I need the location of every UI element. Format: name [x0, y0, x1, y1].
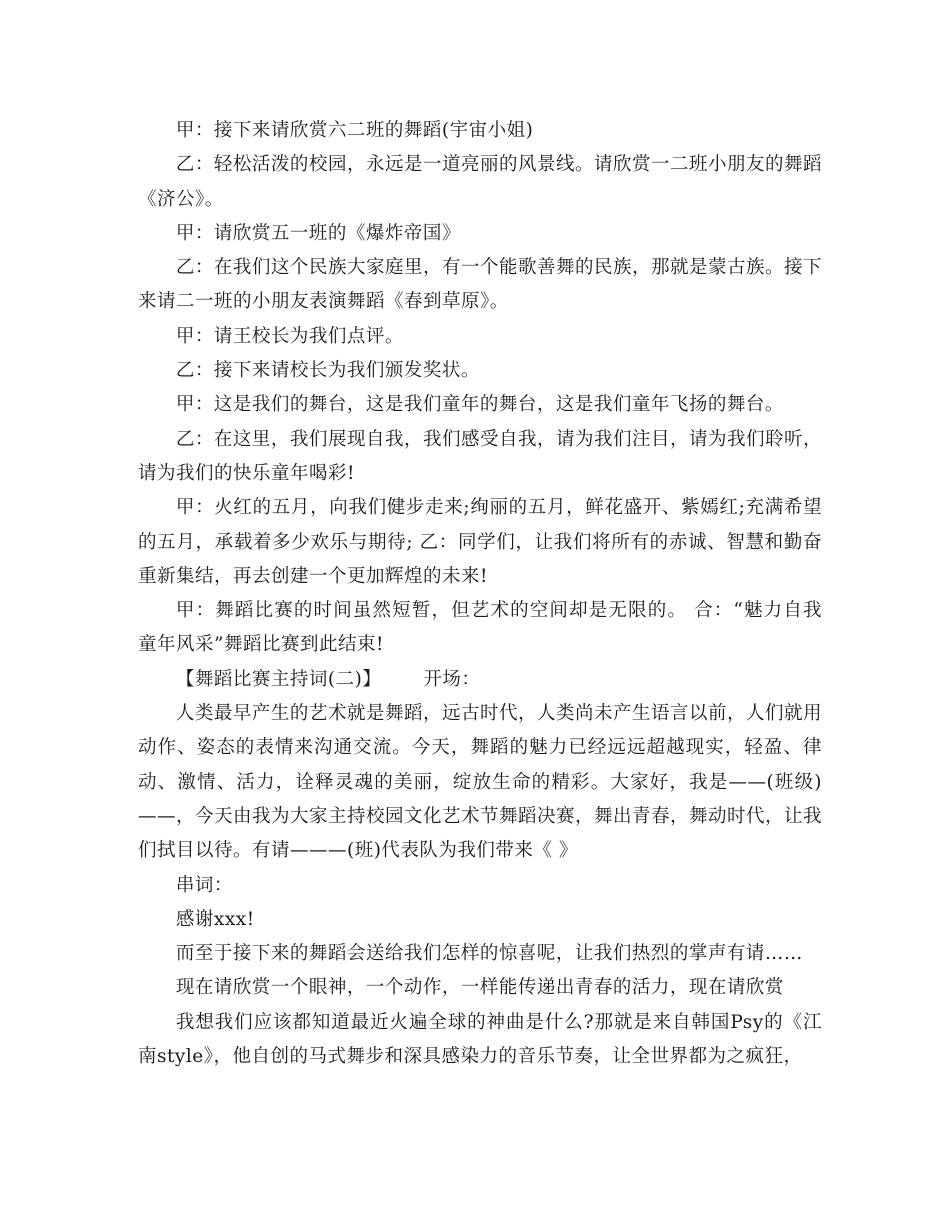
paragraph: 甲：请王校长为我们点评。 — [175, 325, 404, 347]
paragraph: 人类最早产生的艺术就是舞蹈，远古时代，人类尚未产生语言以前，人们就用动作、姿态的表情来沟通交流。今天，舞蹈的魅力已经远远超越现实，轻盈、律动、激情、活力，诠释灵魂的美丽，绽放生命的精彩。大家好，我是——(班级)——，今天由我为大家主持校园文化艺术节舞蹈决赛，舞出青春，舞动时代，让我们拭目以待。有请———(班)代表队为我们带来《 》 — [138, 703, 823, 862]
document-body — [138, 114, 822, 1074]
paragraph: 甲：火红的五月，向我们健步走来;绚丽的五月，鲜花盛开、紫嫣红;充满希望的五月，承载着多少欢乐与期待; 乙：同学们，让我们将所有的赤诚、智慧和勤奋重新集结，再去创建一个更加辉煌的未来! — [138, 497, 822, 587]
paragraph: 甲：接下来请欣赏六二班的舞蹈(宇宙小姐) — [175, 120, 534, 141]
section-label: 开场： — [423, 668, 481, 690]
paragraph: 甲：这是我们的舞台，这是我们童年的舞台，这是我们童年飞扬的舞台。 — [175, 394, 784, 416]
paragraph: 乙：在这里，我们展现自我，我们感受自我，请为我们注目，请为我们聆听，请为我们的快乐童年喝彩! — [138, 428, 822, 484]
paragraph: 我想我们应该都知道最近火遍全球的神曲是什么?那就是来自韩国Psy的《江南style》，他自创的马式舞步和深具感染力的音乐节奏，让全世界都为之疯狂， — [138, 1011, 822, 1068]
section-title: 【舞蹈比赛主持词(二)】 — [175, 668, 382, 690]
paragraph: 乙：轻松活泼的校园，永远是一道亮丽的风景线。请欣赏一二班小朋友的舞蹈《济公》。 — [138, 154, 822, 210]
section-heading — [138, 663, 822, 697]
paragraph: 现在请欣赏一个眼神，一个动作，一样能传递出青春的活力，现在请欣赏 — [175, 977, 784, 999]
paragraph: 甲：舞蹈比赛的时间虽然短暂，但艺术的空间却是无限的。 合：“魅力自我 童年风采”舞蹈比赛到此结束! — [138, 600, 822, 656]
paragraph: 甲：请欣赏五一班的《爆炸帝国》 — [175, 222, 461, 244]
paragraph: 而至于接下来的舞蹈会送给我们怎样的惊喜呢，让我们热烈的掌声有请…… — [175, 943, 803, 965]
paragraph: 乙：接下来请校长为我们颁发奖状。 — [175, 360, 480, 382]
paragraph: 乙：在我们这个民族大家庭里，有一个能歌善舞的民族，那就是蒙古族。接下来请二一班的小朋友表演舞蹈《春到草原》。 — [138, 257, 822, 313]
paragraph: 串词： — [175, 874, 233, 896]
paragraph: 感谢xxx! — [175, 908, 255, 930]
